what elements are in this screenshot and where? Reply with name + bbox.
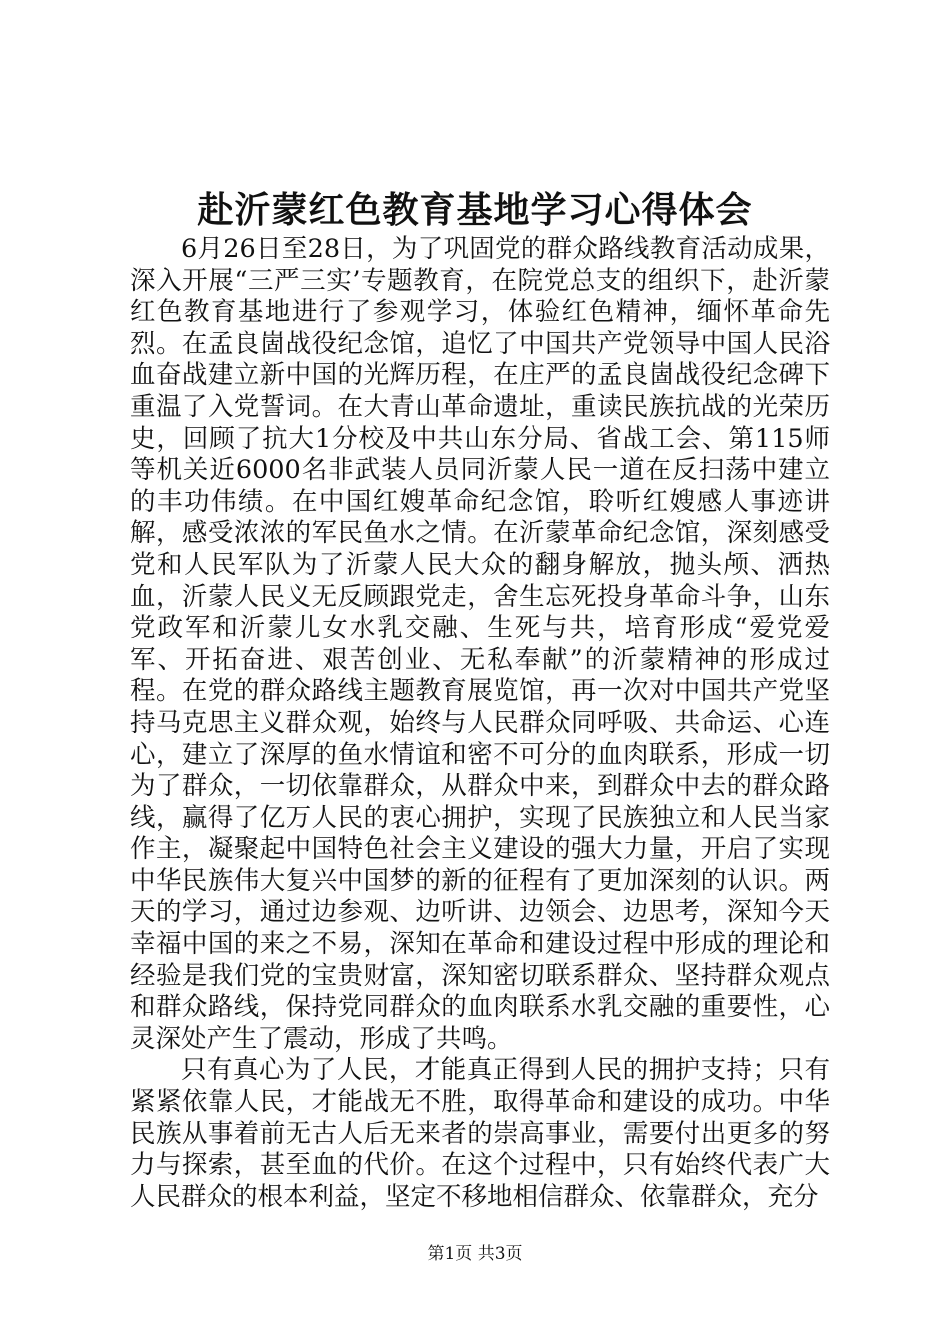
document-title: 赴沂蒙红色教育基地学习心得体会 bbox=[197, 189, 753, 231]
paragraph-2: 只有真心为了人民，才能真正得到人民的拥护支持；只有紧紧依靠人民，才能战无不胜，取得革命和建设的成功。中华民族从事着前无古人后无来者的崇高事业，需要付出更多的努力与探索，甚至血的代价。在这个过程中，只有始终代表广大人民群众的根本利益，坚定不移地相信群众、依靠群众，充分 bbox=[130, 1055, 830, 1212]
paragraph-1: 6月26日至28日，为了巩固党的群众路线教育活动成果，深入开展“三严三实’专题教育，在院党总支的组织下，赴沂蒙红色教育基地进行了参观学习，体验红色精神，缅怀革命先烈。在孟良崮战役纪念馆，追忆了中国共产党领导中国人民浴血奋战建立新中国的光辉历程，在庄严的孟良崮战役纪念碑下重温了入党誓词。在大青山革命遗址，重读民族抗战的光荣历史，回顾了抗大1分校及中共山东分局、省战工会、第115师等机关近6000名非武装人员同沂蒙人民一道在反扫荡中建立的丰功伟绩。在中国红嫂革命纪念馆，聆听红嫂感人事迹讲解，感受浓浓的军民鱼水之情。在沂蒙革命纪念馆，深刻感受党和人民军队为了沂蒙人民大众的翻身解放，抛头颅、洒热血，沂蒙人民义无反顾跟党走，舍生忘死投身革命斗争，山东党政军和沂蒙儿女水乳交融、生死与共，培育形成“爱党爱军、开拓奋进、艰苦创业、无私奉献”的沂蒙精神的形成过程。在党的群众路线主题教育展览馆，再一次对中国共产党坚持马克思主义群众观，始终与人民群众同呼吸、共命运、心连心，建立了深厚的鱼水情谊和密不可分的血肉联系，形成一切为了群众，一切依靠群众，从群众中来，到群众中去的群众路线，赢得了亿万人民的衷心拥护，实现了民族独立和人民当家作主，凝聚起中国特色社会主义建设的强大力量，开启了实现中华民族伟大复兴中国梦的新的征程有了更加深刻的认识。两天的学习，通过边参观、边听讲、边领会、边思考，深知今天幸福中国的来之不易，深知在革命和建设过程中形成的理论和经验是我们党的宝贵财富，深知密切联系群众、坚持群众观点和群众路线，保持党同群众的血肉联系水乳交融的重要性，心灵深处产生了震动，形成了共鸣。 bbox=[130, 234, 830, 1054]
document-body bbox=[130, 234, 830, 1213]
page-number-footer: 第1页 共3页 bbox=[427, 1244, 523, 1264]
